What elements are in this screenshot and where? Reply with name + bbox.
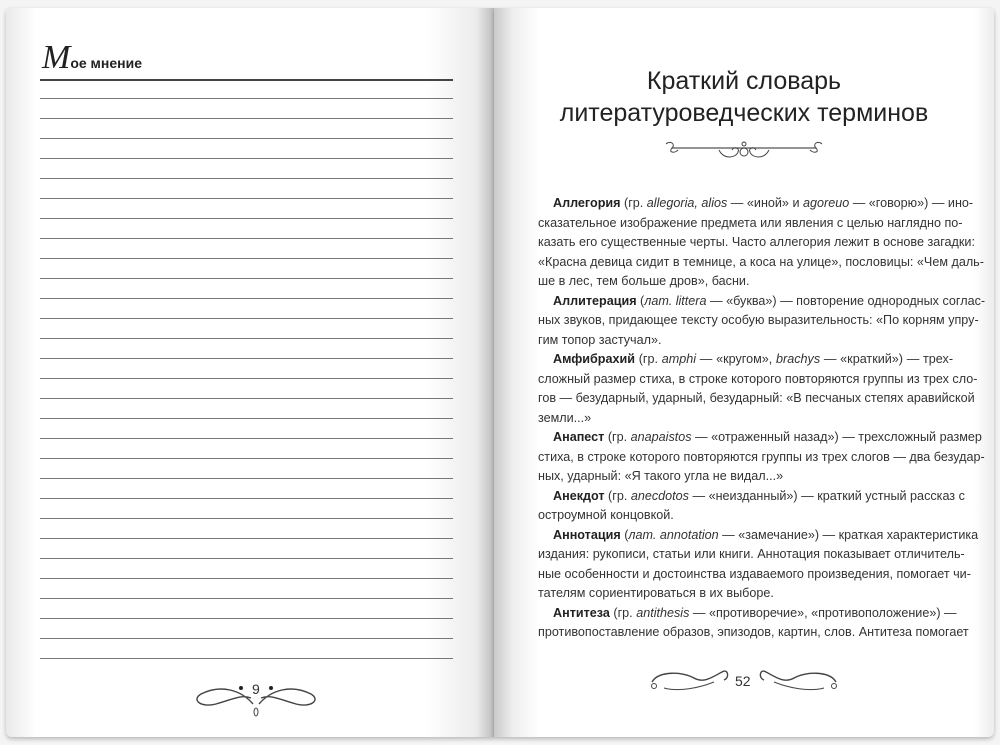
text-line <box>538 331 953 351</box>
ruled-line <box>40 398 453 399</box>
ruled-line <box>40 278 453 279</box>
ruled-line <box>40 338 453 339</box>
entry-text: (гр. <box>634 352 662 366</box>
entry-text: ( <box>620 527 629 542</box>
heading-initial: М <box>42 39 71 76</box>
text-line <box>538 604 957 624</box>
entry-text: ных, ударный: «Я такого угла не видал...» <box>538 469 784 483</box>
etymology: antithesis <box>636 605 690 620</box>
text-line <box>538 448 985 468</box>
entry-text: ных звуков, придающее тексту особую выразительность: «По корням упру- <box>538 313 979 327</box>
ruled-line <box>40 658 453 659</box>
ruled-line <box>40 558 453 559</box>
entry-text: — «говорю») — ино- <box>849 196 974 210</box>
text-line <box>538 428 982 448</box>
etymology: agoreuo <box>802 196 850 210</box>
entry-term: Аллегория <box>553 196 621 210</box>
etymology: лат. littera <box>644 293 707 308</box>
entry-text: (гр. <box>620 196 647 210</box>
title-ornament-icon <box>664 140 824 162</box>
ruled-line <box>40 638 453 639</box>
ruled-line <box>40 598 453 599</box>
entry-text: казать его существенные черты. Часто аллегория лежит в основе загадки: <box>538 235 975 249</box>
entry-text: (гр. <box>604 430 631 444</box>
entry-text: — «отраженный назад») — трехсложный размер <box>691 430 982 444</box>
dictionary-entry <box>538 526 979 604</box>
ruled-line <box>40 238 453 239</box>
text-line <box>538 545 965 565</box>
page-heading <box>42 38 142 83</box>
text-line <box>538 565 971 585</box>
ruled-line <box>40 578 453 579</box>
ruled-line <box>40 218 453 219</box>
entry-text: сказательное изображение предмета или явления с целью наглядно по- <box>538 215 963 230</box>
entry-text: сложный размер стиха, в строке которого повторяются группы из трех сло- <box>538 371 978 386</box>
text-line <box>538 350 953 370</box>
entry-text: остроумной концовкой. <box>538 508 674 522</box>
ruled-line <box>40 258 453 259</box>
entry-text: (гр. <box>609 605 637 620</box>
text-line <box>538 584 953 604</box>
ruled-line <box>40 518 453 519</box>
dictionary-entry <box>538 194 984 292</box>
text-line <box>538 292 986 312</box>
ruled-line <box>40 438 453 439</box>
right-page <box>494 8 994 737</box>
entry-text: ше в лес, тем больше дров», басни. <box>538 274 750 288</box>
text-line <box>538 272 953 292</box>
entry-term: Анапест <box>553 430 605 444</box>
dictionary-text <box>538 194 986 643</box>
text-line <box>538 370 978 390</box>
ruled-line <box>40 298 453 299</box>
entry-text: противопоставление образов, эпизодов, картин, слов. Антитеза помогает <box>538 625 969 639</box>
ruled-line <box>40 318 453 319</box>
text-line <box>538 487 965 507</box>
entry-text: земли...» <box>538 410 592 425</box>
text-line <box>538 389 975 409</box>
entry-term: Аннотация <box>553 527 621 542</box>
text-line <box>538 467 953 487</box>
entry-text: — «краткий») — трех- <box>820 352 954 366</box>
entry-term: Анекдот <box>553 488 605 503</box>
entry-text: — «буква») — повторение однородных соглас- <box>706 293 986 308</box>
entry-text: — «неизданный») — краткий устный рассказ с <box>688 488 965 503</box>
etymology: anecdotos <box>630 488 689 503</box>
text-line <box>538 623 969 643</box>
entry-text: — «иной» и <box>727 196 803 210</box>
left-page <box>6 8 494 737</box>
entry-term: Амфибрахий <box>553 352 635 366</box>
dictionary-entry <box>538 350 978 428</box>
entry-text: ные особенности и достоинства издаваемого произведения, помогает чи- <box>538 566 971 581</box>
ruled-line <box>40 98 453 99</box>
dictionary-entry <box>538 428 985 487</box>
ruled-line <box>40 618 453 619</box>
entry-text: стиха, в строке которого повторяются группы из трех слогов — два безудар- <box>538 449 985 464</box>
page-number: 52 <box>735 673 751 689</box>
ruled-line <box>40 178 453 179</box>
entry-text: — «противоречие», «противоположение») — <box>689 605 957 620</box>
text-line <box>538 233 975 253</box>
etymology: brachys <box>776 352 821 366</box>
etymology: allegoria, alios <box>646 196 728 210</box>
entry-text: ( <box>636 293 645 308</box>
entry-text: (гр. <box>604 488 631 503</box>
title-line: Краткий словарь <box>646 67 842 95</box>
ruled-line <box>40 478 453 479</box>
entry-text: издания: рукописи, статьи или книги. Аннотация показывает отличитель- <box>538 547 965 561</box>
ruled-line <box>40 118 453 119</box>
entry-term: Антитеза <box>553 605 610 620</box>
entry-text: «Красна девица сидит в темнице, а коса на улице», пословицы: «Чем даль- <box>538 254 984 269</box>
heading-text: ое мнение <box>70 55 143 71</box>
text-line <box>538 253 984 273</box>
entry-text: гим топор застучал». <box>538 332 662 347</box>
entry-text: тателям сориентироваться в их выборе. <box>538 586 774 600</box>
ruled-line <box>40 458 453 459</box>
ruled-line <box>40 538 453 539</box>
heading-underline <box>40 79 453 81</box>
entry-text: гов — безударный, ударный, безударный: «В песчаных степях аравийской <box>538 391 975 405</box>
ruled-line <box>40 418 453 419</box>
title-line: литературоведческих терминов <box>559 99 929 127</box>
text-line <box>538 506 953 526</box>
dictionary-entry <box>538 604 969 643</box>
ruled-line <box>40 198 453 199</box>
ruled-line <box>40 358 453 359</box>
text-line <box>538 214 963 234</box>
etymology: anapaistos <box>630 430 692 444</box>
page-number: 9 <box>252 681 260 697</box>
ruled-line <box>40 158 453 159</box>
ruled-line <box>40 138 453 139</box>
etymology: лат. annotation <box>628 527 719 542</box>
dictionary-entry <box>538 292 986 351</box>
page-title <box>494 65 994 129</box>
text-line <box>538 194 974 214</box>
entry-text: — «кругом», <box>696 352 777 366</box>
ruled-line <box>40 378 453 379</box>
dictionary-entry <box>538 487 965 526</box>
text-line <box>538 311 979 331</box>
ruled-line <box>40 498 453 499</box>
text-line <box>538 409 953 429</box>
entry-term: Аллитерация <box>553 293 637 308</box>
etymology: amphi <box>661 352 697 366</box>
text-line <box>538 526 979 546</box>
entry-text: — «замечание») — краткая характеристика <box>718 527 979 542</box>
